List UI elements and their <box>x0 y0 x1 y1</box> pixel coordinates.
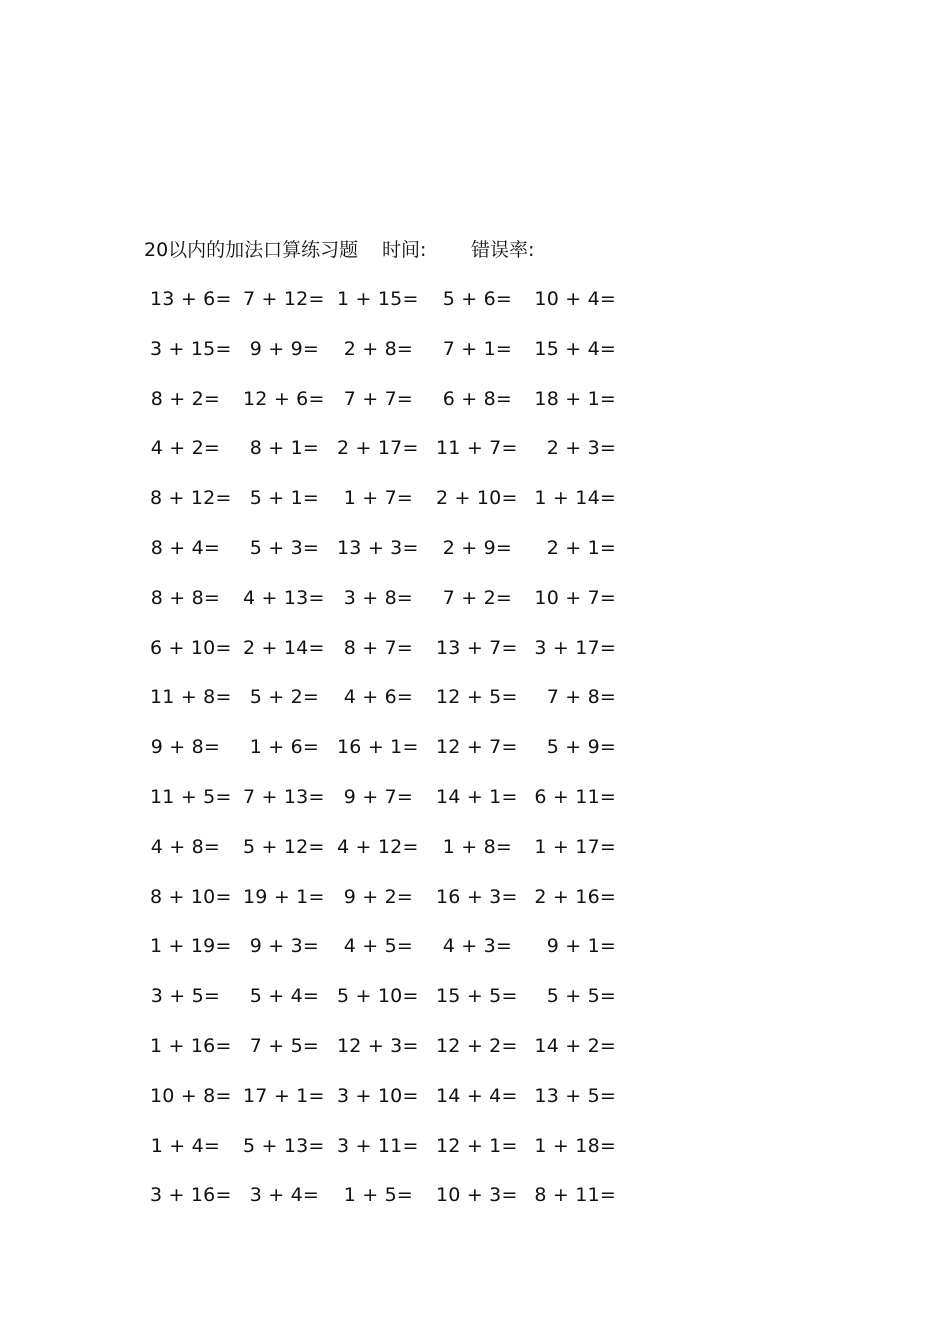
problem-item: 8 + 12= <box>150 487 232 510</box>
problem-item: 13 + 7= <box>436 636 518 659</box>
problem-item: 4 + 5= <box>343 935 413 958</box>
problem-item: 3 + 16= <box>150 1184 232 1207</box>
problem-item: 14 + 2= <box>534 1035 616 1057</box>
time-label: 时间: <box>382 239 427 261</box>
problem-item: 7 + 2= <box>442 586 512 609</box>
problem-item: 5 + 2= <box>249 686 319 709</box>
problem-item: 3 + 17= <box>534 636 616 659</box>
problem-item: 8 + 11= <box>534 1184 616 1207</box>
problem-item: 13 + 5= <box>534 1084 616 1107</box>
problem-item: 14 + 4= <box>436 1084 518 1107</box>
problem-item: 15 + 4= <box>534 337 616 360</box>
problem-item: 4 + 13= <box>243 586 325 609</box>
problem-item: 1 + 7= <box>343 487 413 510</box>
problem-item: 2 + 16= <box>534 885 616 908</box>
problem-item: 5 + 4= <box>249 985 319 1008</box>
problem-item: 8 + 8= <box>150 586 220 609</box>
problem-item: 4 + 8= <box>150 835 220 858</box>
problem-item: 17 + 1= <box>243 1084 325 1107</box>
problem-item: 12 + 2= <box>436 1035 518 1057</box>
problem-item: 9 + 2= <box>343 885 413 908</box>
problem-item: 3 + 11= <box>337 1134 419 1157</box>
problem-item: 9 + 8= <box>150 736 220 759</box>
problem-item: 1 + 8= <box>442 835 512 858</box>
problem-item: 4 + 2= <box>150 437 220 460</box>
problem-item: 3 + 8= <box>343 586 413 609</box>
problem-item: 9 + 9= <box>249 337 319 360</box>
problem-item: 15 + 5= <box>436 985 518 1008</box>
problem-item: 12 + 3= <box>337 1035 419 1057</box>
problem-item: 1 + 5= <box>343 1184 413 1207</box>
problem-item: 8 + 1= <box>249 437 319 460</box>
problem-item: 5 + 13= <box>243 1134 325 1157</box>
problem-item: 1 + 15= <box>337 288 419 310</box>
error-rate-label: 错误率: <box>471 239 535 261</box>
problem-item: 1 + 18= <box>534 1134 616 1157</box>
problem-item: 9 + 3= <box>249 935 319 958</box>
problem-item: 11 + 5= <box>150 786 232 808</box>
problem-item: 5 + 5= <box>546 985 616 1008</box>
problem-item: 7 + 7= <box>343 387 413 410</box>
problem-item: 13 + 6= <box>150 288 232 310</box>
problem-item: 5 + 3= <box>249 537 319 559</box>
problem-item: 1 + 4= <box>150 1134 220 1157</box>
problem-item: 2 + 3= <box>546 437 616 460</box>
problem-item: 5 + 6= <box>442 288 512 310</box>
problem-item: 2 + 17= <box>337 437 419 460</box>
problem-item: 7 + 5= <box>249 1035 319 1057</box>
problem-item: 5 + 9= <box>546 736 616 759</box>
problem-item: 2 + 10= <box>436 487 518 510</box>
problem-item: 16 + 3= <box>436 885 518 908</box>
problem-item: 12 + 5= <box>436 686 518 709</box>
problem-item: 7 + 13= <box>243 786 325 808</box>
problem-item: 4 + 6= <box>343 686 413 709</box>
problem-item: 11 + 7= <box>436 437 518 460</box>
problem-item: 10 + 8= <box>150 1084 232 1107</box>
problem-item: 18 + 1= <box>534 387 616 410</box>
problem-item: 11 + 8= <box>150 686 232 709</box>
problem-item: 7 + 1= <box>442 337 512 360</box>
problem-item: 8 + 2= <box>150 387 220 410</box>
problem-item: 5 + 1= <box>249 487 319 510</box>
problem-item: 3 + 4= <box>249 1184 319 1207</box>
problem-item: 2 + 8= <box>343 337 413 360</box>
problem-item: 5 + 10= <box>337 985 419 1008</box>
problem-item: 6 + 8= <box>442 387 512 410</box>
problem-item: 2 + 14= <box>243 636 325 659</box>
problem-item: 2 + 1= <box>546 537 616 559</box>
problem-item: 3 + 15= <box>150 337 232 360</box>
problem-item: 8 + 4= <box>150 537 220 559</box>
problem-item: 8 + 7= <box>343 636 413 659</box>
problem-item: 1 + 6= <box>249 736 319 759</box>
problem-item: 12 + 7= <box>436 736 518 759</box>
problem-item: 10 + 3= <box>436 1184 518 1207</box>
problem-item: 16 + 1= <box>337 736 419 759</box>
problem-item: 1 + 16= <box>150 1035 232 1057</box>
problem-item: 12 + 1= <box>436 1134 518 1157</box>
problem-item: 10 + 7= <box>534 586 616 609</box>
problem-item: 6 + 10= <box>150 636 232 659</box>
problem-item: 1 + 19= <box>150 935 232 958</box>
problem-item: 9 + 7= <box>343 786 413 808</box>
problem-item: 8 + 10= <box>150 885 232 908</box>
problem-item: 19 + 1= <box>243 885 325 908</box>
problem-item: 12 + 6= <box>243 387 325 410</box>
problem-item: 4 + 12= <box>337 835 419 858</box>
problem-item: 14 + 1= <box>436 786 518 808</box>
problem-item: 10 + 4= <box>534 288 616 310</box>
worksheet-title: 20以内的加法口算练习题 <box>144 239 359 261</box>
problem-item: 2 + 9= <box>442 537 512 559</box>
problem-item: 7 + 12= <box>243 288 325 310</box>
problem-item: 1 + 14= <box>534 487 616 510</box>
problem-item: 1 + 17= <box>534 835 616 858</box>
problem-item: 6 + 11= <box>534 786 616 808</box>
problem-item: 7 + 8= <box>546 686 616 709</box>
problem-item: 3 + 10= <box>337 1084 419 1107</box>
problem-item: 3 + 5= <box>150 985 220 1008</box>
problem-item: 9 + 1= <box>546 935 616 958</box>
problem-item: 5 + 12= <box>243 835 325 858</box>
problem-item: 13 + 3= <box>337 537 419 559</box>
problem-item: 4 + 3= <box>442 935 512 958</box>
